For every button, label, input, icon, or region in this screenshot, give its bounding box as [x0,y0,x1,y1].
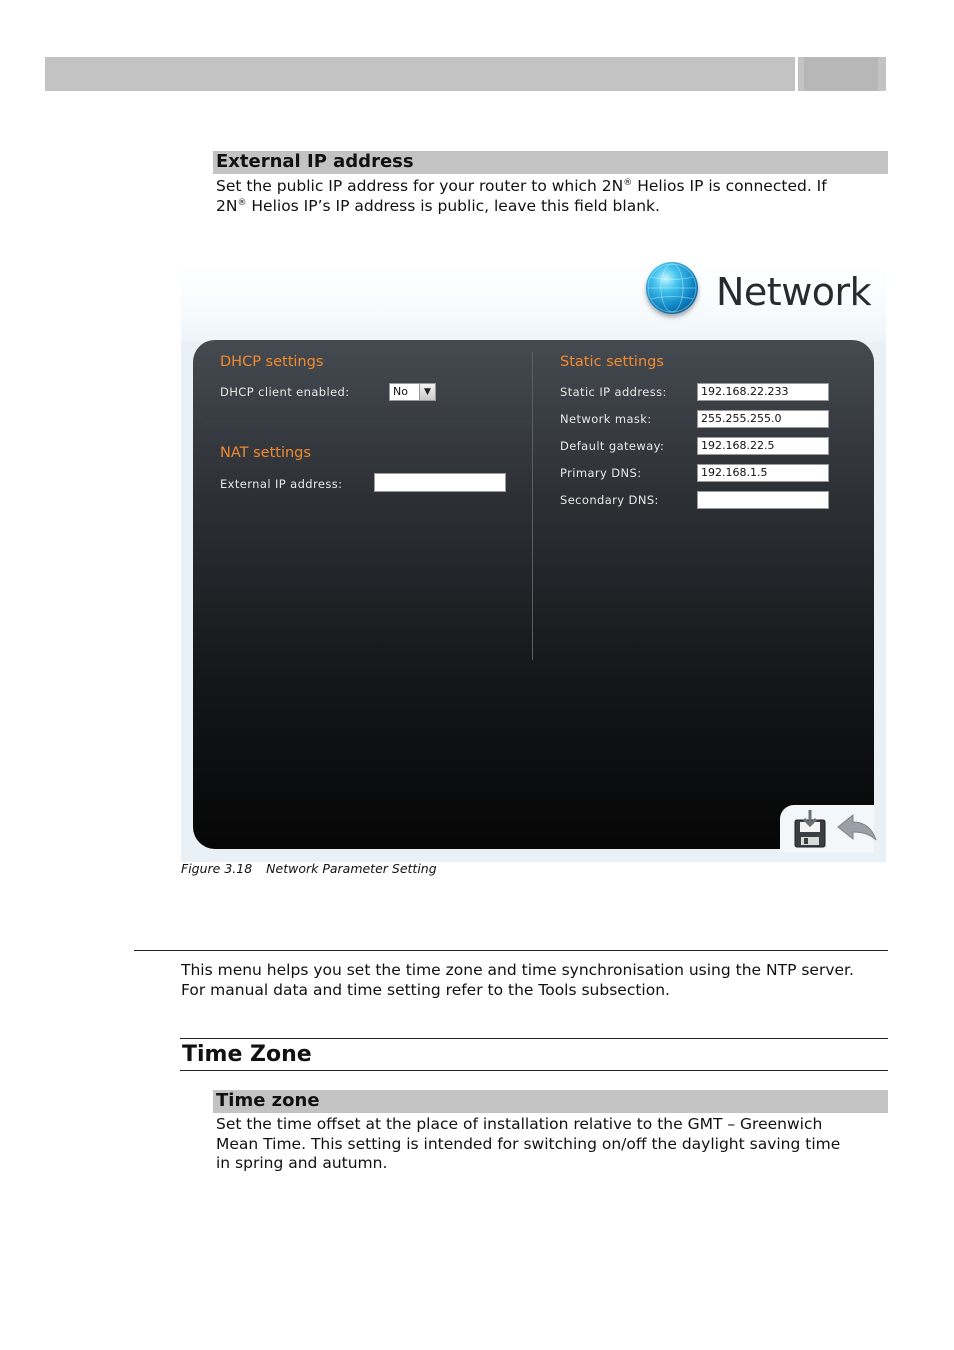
registered-mark: ® [237,197,247,208]
intro-line-1: This menu helps you set the time zone and time synchronisation using the NTP server. [181,961,854,979]
globe-icon [646,262,698,314]
figure-caption [181,861,437,876]
section-heading-external-ip [213,151,888,174]
external-ip-input[interactable] [374,473,506,492]
section-heading-text: External IP address [216,151,414,172]
default-gateway-input[interactable]: 192.168.22.5 [697,437,829,455]
primary-dns-input[interactable]: 192.168.1.5 [697,464,829,482]
dhcp-client-select[interactable] [389,383,436,401]
time-zone-title: Time Zone [182,1042,312,1067]
time-zone-line-1: Set the time offset at the place of installation relative to the GMT – Greenwich [216,1115,823,1133]
time-zone-rule-top [180,1038,888,1039]
save-icon[interactable] [793,810,827,848]
chevron-down-icon[interactable]: ▼ [419,384,435,400]
intro-line-2: For manual data and time setting refer to the Tools subsection. [181,980,670,999]
page-header-bar [45,57,795,91]
time-zone-rule-bottom [180,1070,888,1071]
registered-mark: ® [623,178,633,188]
static-settings-heading: Static settings [560,354,664,370]
time-zone-line-2: Mean Time. This setting is intended for switching on/off the daylight saving time [216,1134,841,1153]
section-rule [134,950,888,951]
external-ip-line-2: 2N® Helios IP’s IP address is public, leave this field blank. [216,196,660,215]
back-arrow-icon[interactable] [836,812,878,846]
dhcp-settings-heading: DHCP settings [220,354,324,370]
secondary-dns-input[interactable] [697,491,829,509]
settings-panel [193,340,874,849]
external-ip-line-1: Set the public IP address for your router to which 2N® Helios IP is connected. If [216,177,827,195]
network-settings-figure [181,262,886,862]
caption-text: Network Parameter Setting [266,861,437,876]
dhcp-client-value: No [393,385,408,398]
caption-number: Figure 3.18 [181,861,253,876]
external-ip-description [216,177,888,216]
panel-section-divider [205,422,532,423]
secondary-dns-label: Secondary DNS: [560,493,659,507]
intro-paragraph [181,961,888,1000]
primary-dns-label: Primary DNS: [560,466,642,480]
default-gateway-label: Default gateway: [560,439,665,453]
nat-settings-heading: NAT settings [220,445,311,461]
time-zone-line-3: in spring and autumn. [216,1154,388,1172]
network-title: Network [716,270,872,314]
external-ip-label: External IP address: [220,477,343,491]
dhcp-client-label: DHCP client enabled: [220,385,350,399]
static-ip-label: Static IP address: [560,385,667,399]
header-page-box-inner [804,57,878,91]
panel-column-divider [532,352,533,660]
time-zone-description [216,1115,888,1174]
network-mask-label: Network mask: [560,412,652,426]
network-mask-input[interactable]: 255.255.255.0 [697,410,829,428]
static-ip-input[interactable]: 192.168.22.233 [697,383,829,401]
section-heading-text: Time zone [216,1090,320,1111]
globe-grid-lines [646,262,698,314]
section-heading-time-zone [213,1090,888,1113]
